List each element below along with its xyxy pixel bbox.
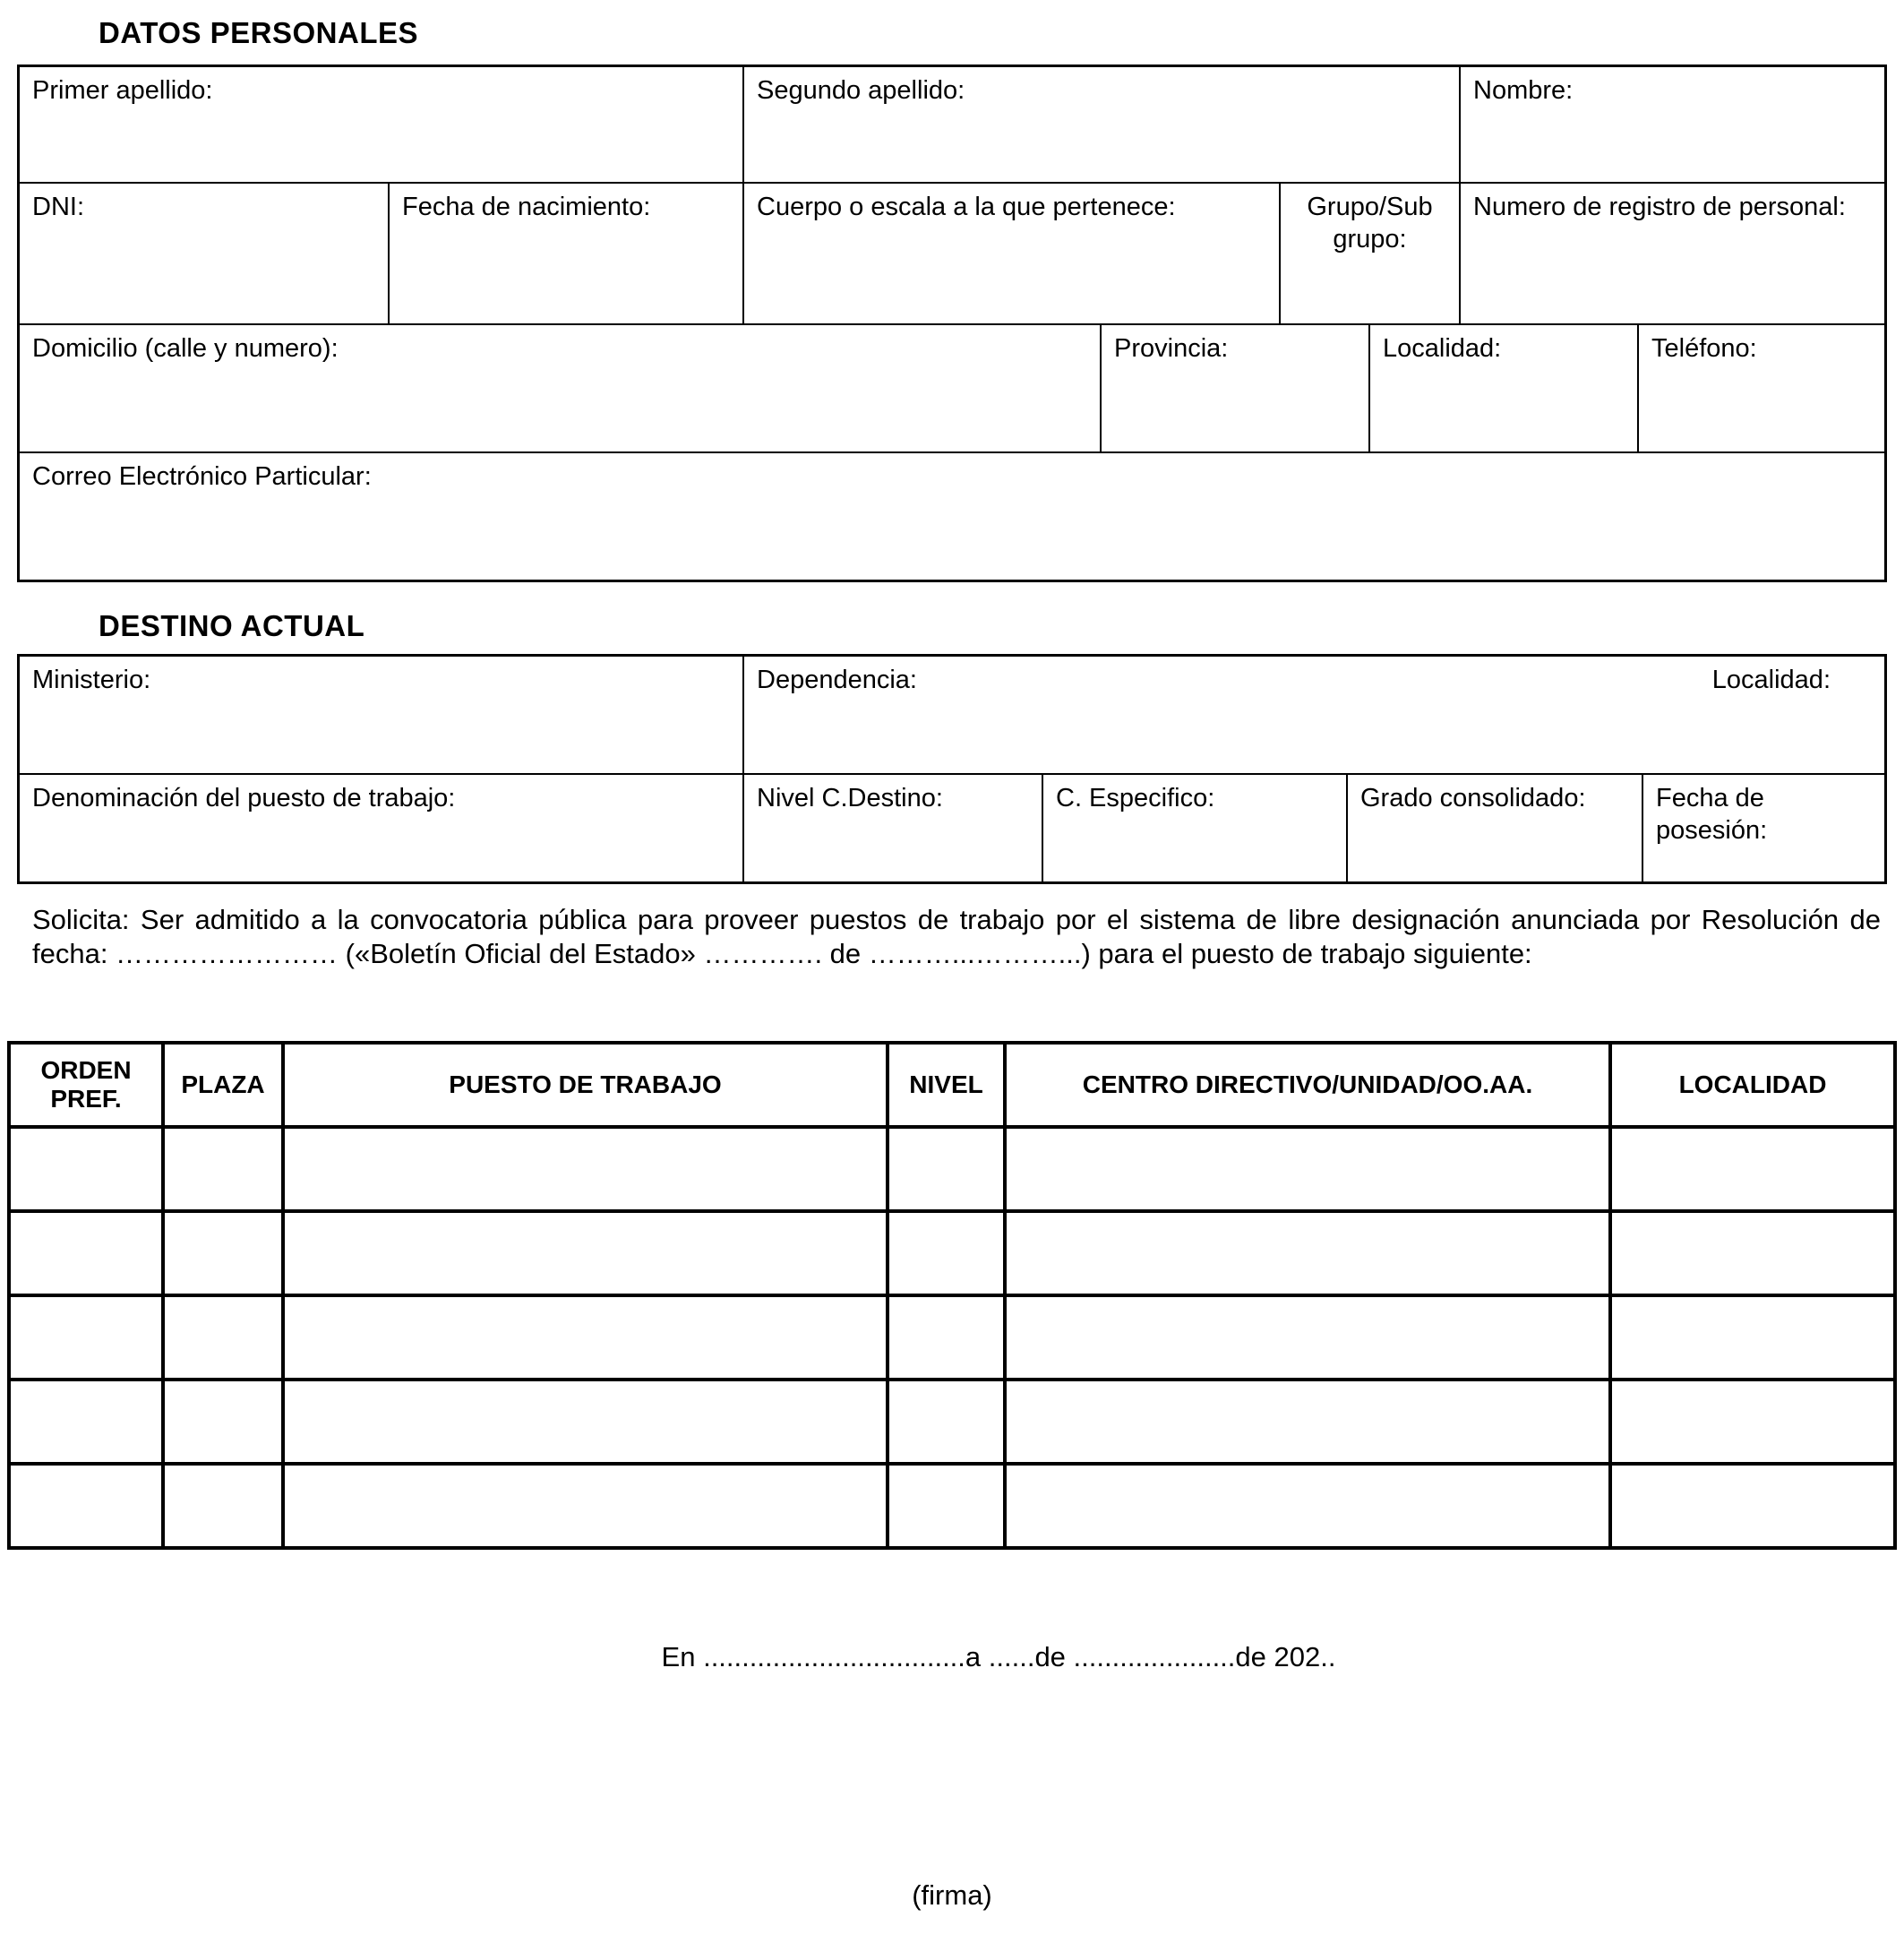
puestos-header-row — [11, 1045, 1893, 1125]
empty-cell — [1003, 1297, 1608, 1378]
col-header-puesto-trabajo: PUESTO DE TRABAJO — [281, 1045, 886, 1125]
row-correo — [20, 451, 1884, 580]
heading-destino-actual: DESTINO ACTUAL — [99, 609, 365, 642]
empty-cell — [1608, 1129, 1893, 1209]
empty-cell — [281, 1466, 886, 1546]
empty-cell — [1003, 1381, 1608, 1462]
empty-cell — [11, 1466, 161, 1546]
empty-cell — [11, 1297, 161, 1378]
empty-cell — [281, 1213, 886, 1294]
col-header-localidad: LOCALIDAD — [1608, 1045, 1893, 1125]
field-segundo-apellido: Segundo apellido: — [742, 67, 1459, 182]
puestos-empty-row — [11, 1378, 1893, 1462]
field-destino-localidad: Localidad: — [1711, 666, 1831, 694]
empty-cell — [1003, 1129, 1608, 1209]
field-dependencia: Dependencia: — [757, 666, 917, 694]
empty-cell — [1608, 1381, 1893, 1462]
empty-cell — [886, 1213, 1003, 1294]
field-correo: Correo Electrónico Particular: — [32, 462, 372, 491]
empty-cell — [1608, 1297, 1893, 1378]
empty-cell — [886, 1129, 1003, 1209]
col-header-plaza: PLAZA — [161, 1045, 281, 1125]
empty-cell — [1608, 1466, 1893, 1546]
puestos-empty-row — [11, 1125, 1893, 1209]
solicita-paragraph: Solicita: Ser admitido a la convocatoria pública para proveer puestos de trabajo por el sistema de libre designación anunciada por Resolución de fecha: …………………… («Boletín Oficial del Estado» …………. de ………...………...) para el puesto de trabajo siguiente: — [32, 904, 1881, 969]
puestos-empty-row — [11, 1209, 1893, 1294]
date-line: En ..................................a ......de .....................de 202.. — [661, 1641, 1336, 1672]
empty-cell — [1608, 1213, 1893, 1294]
row-dni — [20, 182, 1884, 323]
row-ministerio — [20, 657, 1884, 773]
table-datos-personales — [17, 64, 1887, 582]
field-ministerio: Ministerio: — [32, 666, 151, 694]
row-apellidos — [20, 67, 1884, 182]
empty-cell — [281, 1381, 886, 1462]
empty-cell — [11, 1213, 161, 1294]
field-dni: DNI: — [32, 193, 84, 221]
firma-label: (firma) — [912, 1879, 992, 1911]
field-dependencia-localidad — [742, 657, 1884, 773]
field-grupo-subgrupo: Grupo/Sub grupo: — [1279, 184, 1459, 323]
heading-datos-personales: DATOS PERSONALES — [99, 16, 418, 49]
field-nombre: Nombre: — [1459, 67, 1884, 182]
empty-cell — [161, 1129, 281, 1209]
field-provincia: Provincia: — [1100, 325, 1368, 451]
field-denominacion: Denominación del puesto de trabajo: — [32, 784, 456, 812]
empty-cell — [1003, 1466, 1608, 1546]
field-c-especifico: C. Especifico: — [1042, 775, 1346, 881]
col-header-centro-directivo: CENTRO DIRECTIVO/UNIDAD/OO.AA. — [1003, 1045, 1608, 1125]
empty-cell — [11, 1129, 161, 1209]
field-domicilio: Domicilio (calle y numero): — [32, 334, 339, 363]
field-telefono: Teléfono: — [1637, 325, 1884, 451]
field-fecha-nacimiento: Fecha de nacimiento: — [388, 184, 742, 323]
empty-cell — [281, 1129, 886, 1209]
col-header-orden-pref: ORDEN PREF. — [40, 1055, 132, 1113]
row-puesto — [20, 773, 1884, 881]
field-numero-registro: Numero de registro de personal: — [1459, 184, 1884, 323]
empty-cell — [281, 1297, 886, 1378]
col-header-nivel: NIVEL — [886, 1045, 1003, 1125]
empty-cell — [1003, 1213, 1608, 1294]
empty-cell — [161, 1381, 281, 1462]
empty-cell — [161, 1466, 281, 1546]
puestos-empty-row — [11, 1294, 1893, 1378]
table-destino-actual — [17, 654, 1887, 884]
field-localidad: Localidad: — [1368, 325, 1637, 451]
table-puestos — [7, 1041, 1897, 1550]
field-fecha-posesion: Fecha de posesión: — [1642, 775, 1884, 881]
empty-cell — [886, 1297, 1003, 1378]
field-primer-apellido: Primer apellido: — [32, 76, 213, 105]
field-nivel-destino: Nivel C.Destino: — [742, 775, 1042, 881]
empty-cell — [886, 1381, 1003, 1462]
puestos-empty-row — [11, 1462, 1893, 1546]
empty-cell — [161, 1297, 281, 1378]
empty-cell — [161, 1213, 281, 1294]
empty-cell — [886, 1466, 1003, 1546]
field-cuerpo-escala: Cuerpo o escala a la que pertenece: — [742, 184, 1279, 323]
row-domicilio — [20, 323, 1884, 451]
empty-cell — [11, 1381, 161, 1462]
field-grado-consolidado: Grado consolidado: — [1346, 775, 1642, 881]
